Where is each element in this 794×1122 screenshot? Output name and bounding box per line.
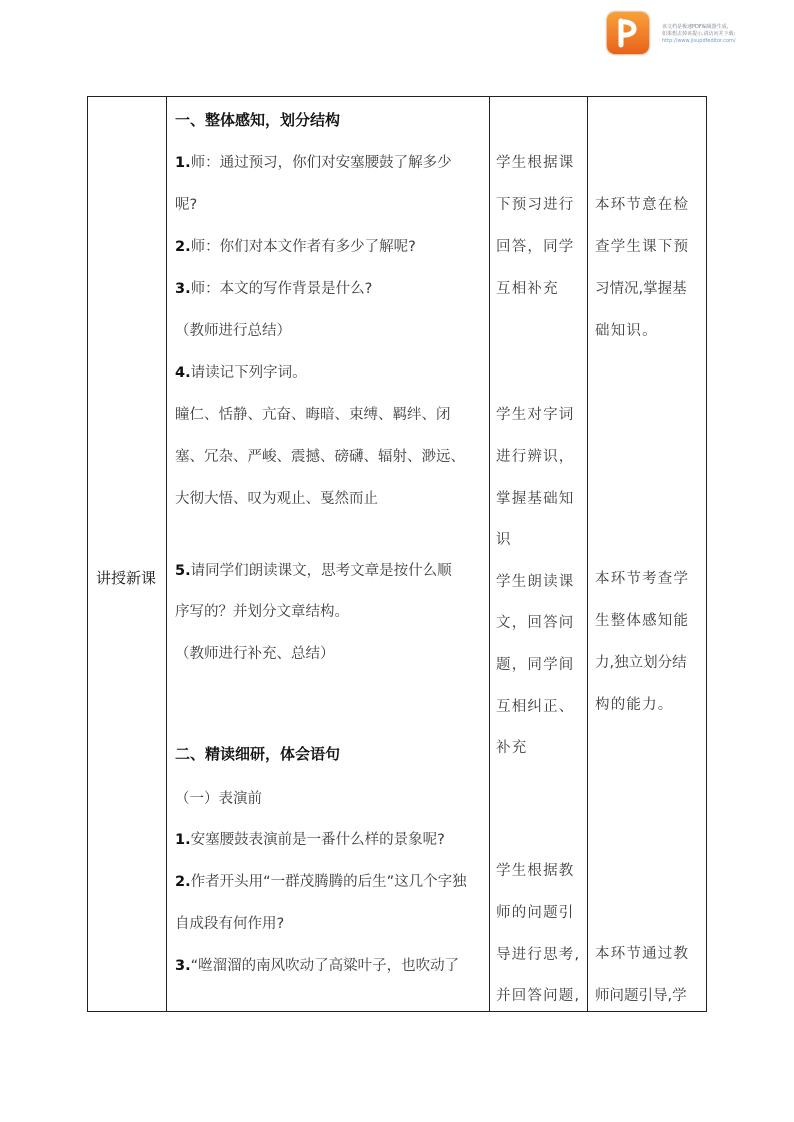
intent-text-line: 力,独立划分结 <box>595 655 687 671</box>
question-5-line-1: 5.请同学们朗读课文，思考文章是按什么顺 <box>175 563 452 579</box>
student-text-line: 进行辨识， <box>496 449 575 465</box>
subheading-before-performance: （一）表演前 <box>175 791 262 807</box>
student-text-line: 掌握基础知 <box>496 491 575 507</box>
student-text-line: 文，回答问 <box>496 615 575 631</box>
teacher-note-summary: （教师进行总结） <box>175 323 291 339</box>
lesson-plan-table <box>87 96 707 1012</box>
intent-text-line: 习情况,掌握基 <box>595 281 687 297</box>
pdf-editor-logo-icon <box>607 12 649 54</box>
watermark-line-2: 如果想去掉该提示,请访问并下载: <box>662 31 736 37</box>
student-text-line: 互相纠正、 <box>496 699 575 715</box>
student-text-line: 师的问题引 <box>496 905 575 921</box>
teacher-note-supplement: （教师进行补充、总结） <box>175 646 335 662</box>
vocabulary-line-1: 瞳仁、恬静、亢奋、晦暗、束缚、羁绊、闭 <box>175 407 451 423</box>
intent-text-line: 本环节通过教 <box>595 946 690 962</box>
student-text-line: 学生对字词 <box>496 407 575 423</box>
intent-text-line: 础知识。 <box>595 323 658 339</box>
section-label: 讲授新课 <box>96 569 157 587</box>
question-5-line-2: 序写的？并划分文章结构。 <box>175 604 349 620</box>
vocabulary-line-3: 大彻大悟、叹为观止、戛然而止 <box>175 491 378 507</box>
question-2: 2.师：你们对本文作者有多少了解呢? <box>175 239 416 255</box>
student-text-line: 导进行思考, <box>496 947 581 963</box>
student-text-line: 补充 <box>496 740 528 756</box>
intent-text-line: 构的能力。 <box>595 697 674 713</box>
student-text-line: 学生根据课 <box>496 155 575 171</box>
student-text-line: 学生朗读课 <box>496 574 575 590</box>
reading-question-2-line-2: 自成段有何作用? <box>175 916 285 932</box>
student-text-line: 学生根据教 <box>496 863 575 879</box>
intent-text-line: 师问题引导,学 <box>595 988 687 1004</box>
student-text-line: 题，同学间 <box>496 657 575 673</box>
question-1-line-2: 呢? <box>175 197 198 213</box>
watermark-url: http://www.jisupdfeditor.com/ <box>662 38 736 44</box>
student-text-line: 回答，同学 <box>496 239 575 255</box>
reading-question-1: 1.安塞腰鼓表演前是一番什么样的景象呢? <box>175 832 445 848</box>
column-divider-2 <box>489 97 490 1011</box>
intent-text-line: 本环节意在检 <box>595 197 690 213</box>
student-text-line: 互相补充 <box>496 281 559 297</box>
watermark-line-1: 该文档是极速PDF编辑器生成, <box>662 24 729 30</box>
question-4: 4.请读记下列字词。 <box>175 365 307 381</box>
vocabulary-line-2: 塞、冗杂、严峻、震撼、磅礴、辐射、渺远、 <box>175 449 465 465</box>
student-text-line: 下预习进行 <box>496 197 575 213</box>
student-text-line: 识 <box>496 532 512 548</box>
intent-text-line: 生整体感知能 <box>595 613 690 629</box>
question-1-line-1: 1.师：通过预习，你们对安塞腰鼓了解多少 <box>175 155 452 171</box>
question-3: 3.师：本文的写作背景是什么? <box>175 281 373 297</box>
reading-question-3-line-1: 3.“咝溜溜的南风吹动了高粱叶子，也吹动了 <box>175 958 460 974</box>
heading-close-reading: 二、精读细研，体会语句 <box>175 745 341 763</box>
column-divider-1 <box>166 97 167 1011</box>
student-text-line: 并回答问题, <box>496 988 581 1004</box>
reading-question-2-line-1: 2.作者开头用“一群茂腾腾的后生”这几个字独 <box>175 874 467 890</box>
watermark <box>607 12 787 58</box>
heading-overall-perception: 一、整体感知，划分结构 <box>175 111 341 129</box>
intent-text-line: 查学生课下预 <box>595 239 690 255</box>
column-divider-3 <box>587 97 588 1011</box>
watermark-text <box>662 24 792 45</box>
intent-text-line: 本环节考查学 <box>595 571 690 587</box>
